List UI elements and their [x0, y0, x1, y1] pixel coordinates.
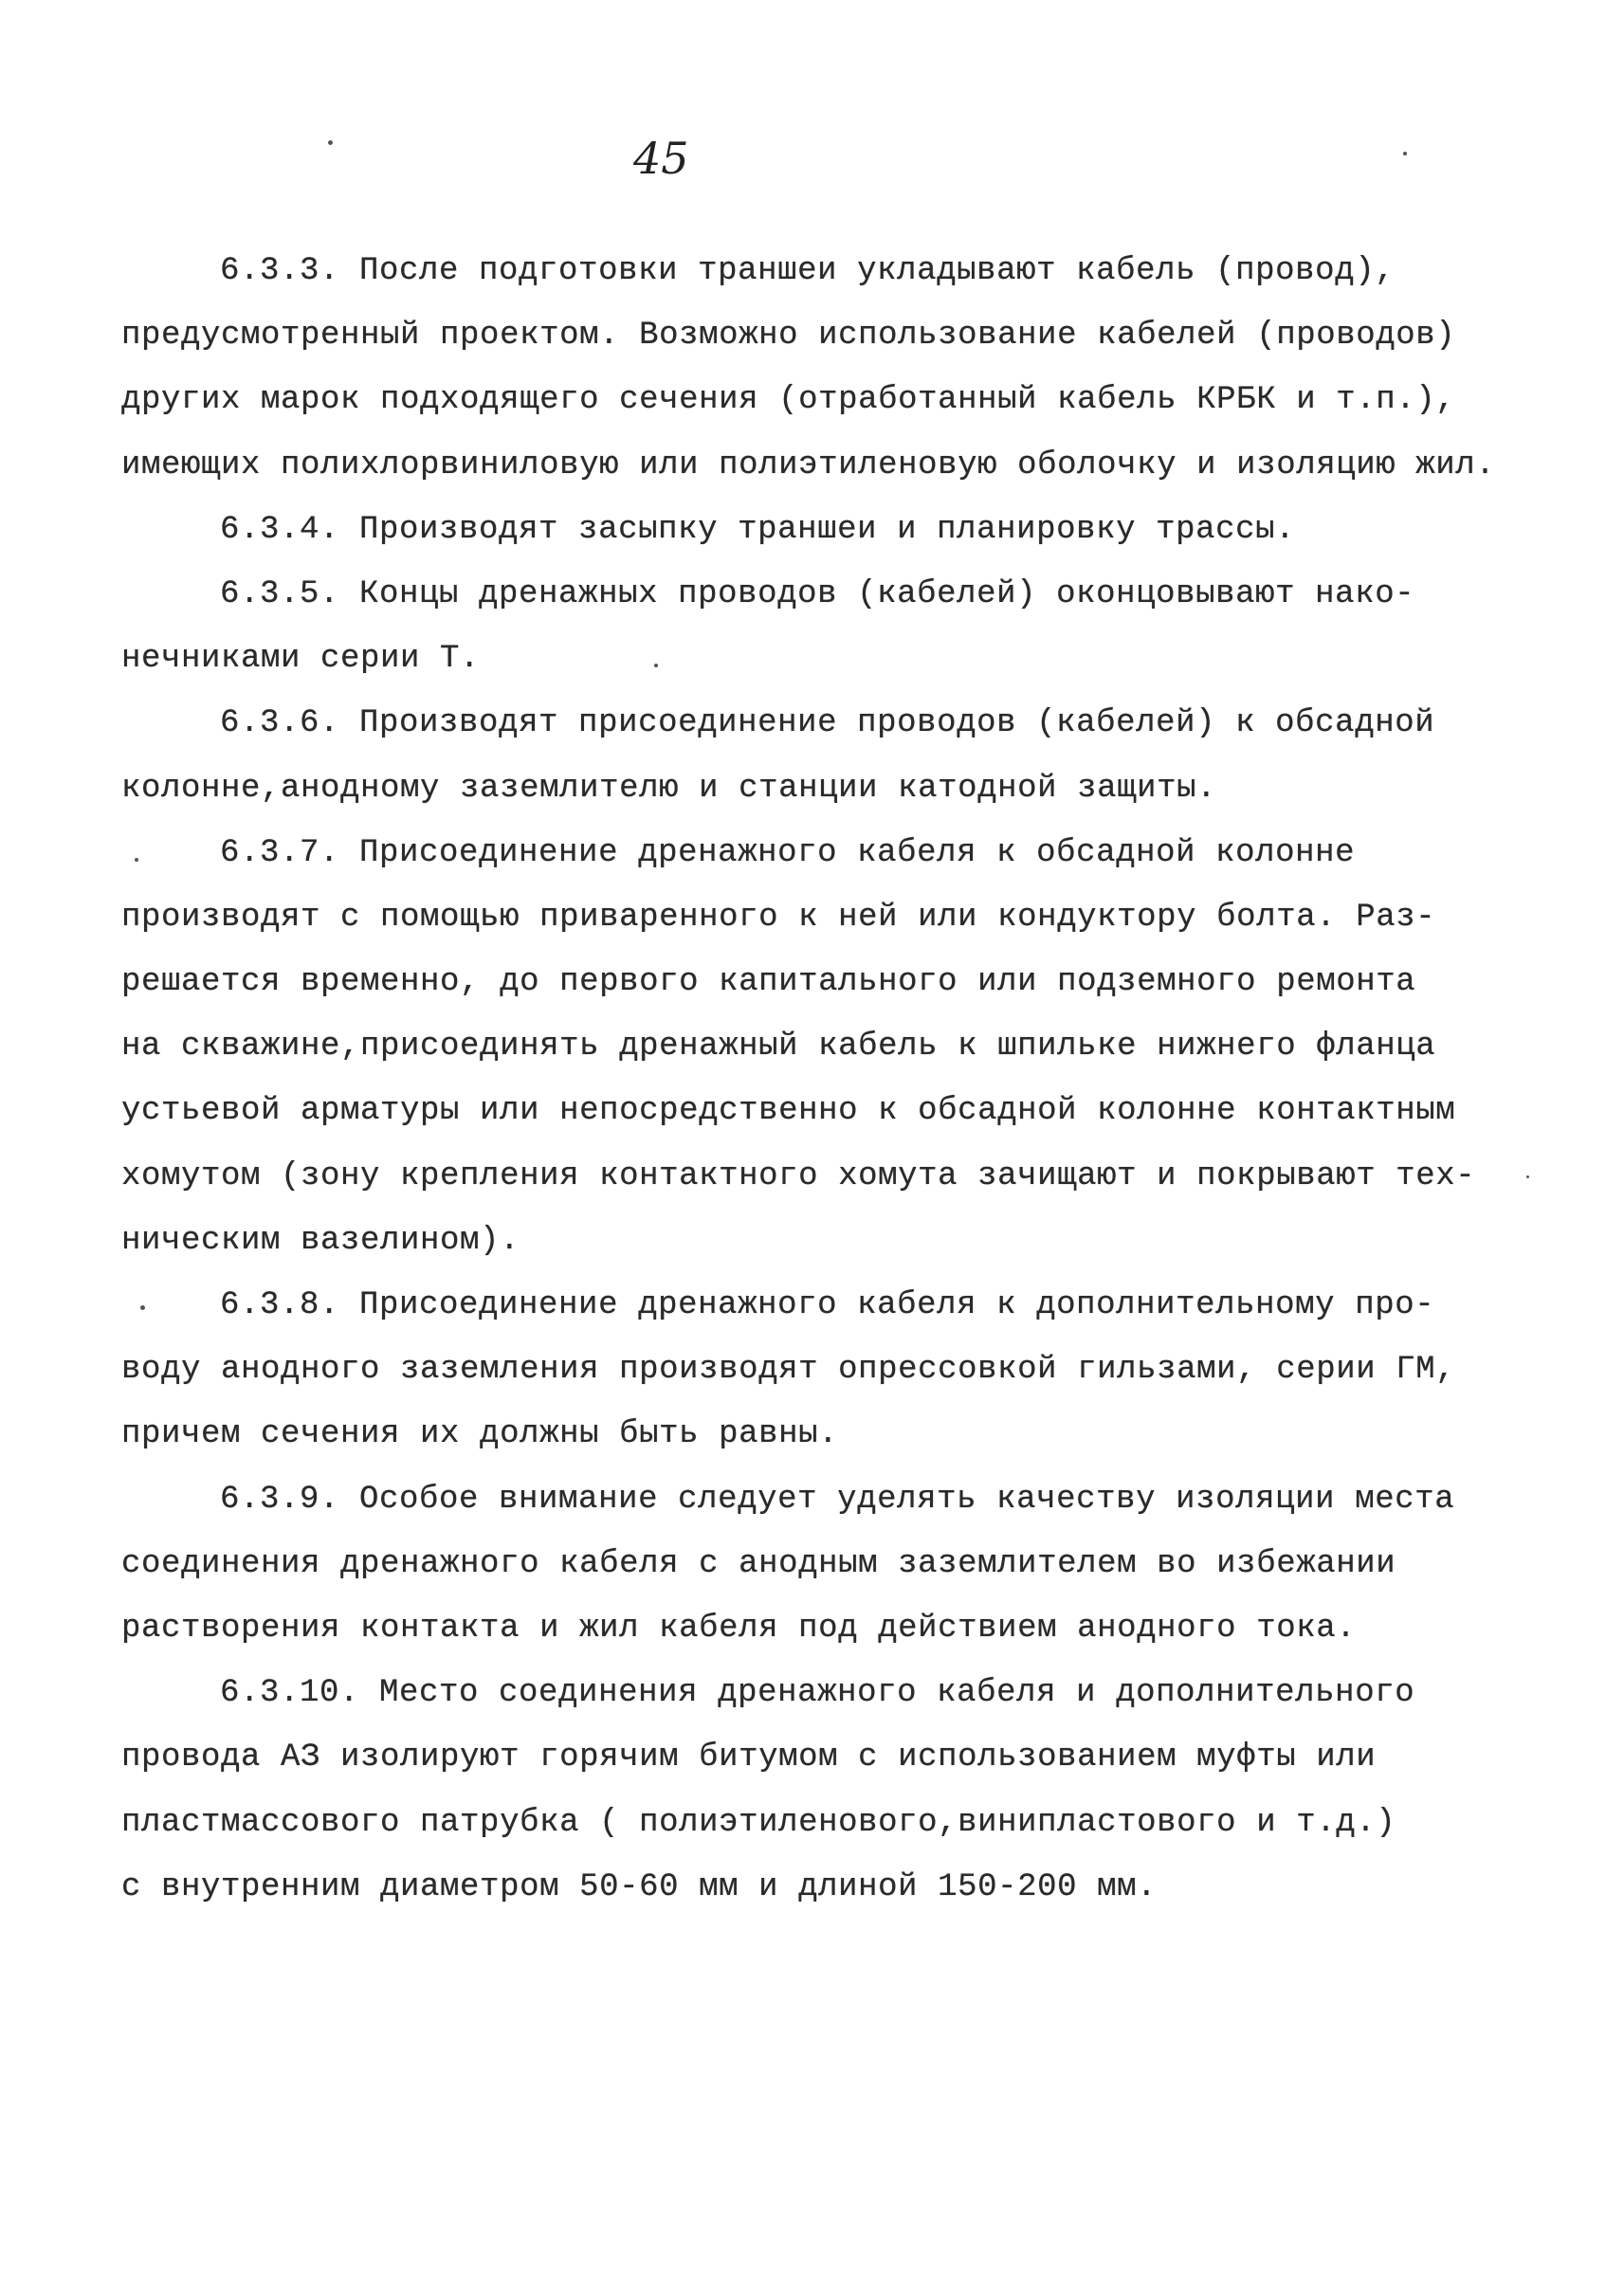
text-line: ническим вазелином). — [121, 1222, 520, 1259]
text-line: решается временно, до первого капитального или подземного ремонта — [121, 964, 1416, 1001]
text-line: 6.3.8. Присоединение дренажного кабеля к дополнительному про- — [220, 1287, 1435, 1323]
text-line: растворения контакта и жил кабеля под действием анодного тока. — [121, 1610, 1357, 1647]
text-line: устьевой арматуры или непосредственно к обсадной колонне контактным — [121, 1093, 1456, 1130]
text-line: на скважине,присоединять дренажный кабель к шпильке нижнего фланца — [121, 1029, 1436, 1066]
text-line: пластмассового патрубка ( полиэтиленового,винипластового и т.д.) — [121, 1804, 1396, 1841]
text-line: 6.3.10. Место соединения дренажного кабеля и дополнительного — [220, 1675, 1415, 1712]
text-line: 6.3.6. Производят присоединение проводов (кабелей) к обсадной — [220, 705, 1435, 742]
scan-speck — [140, 1305, 145, 1310]
page-number: 45 — [633, 133, 689, 184]
text-line: провода АЗ изолируют горячим битумом с использованием муфты или — [121, 1739, 1377, 1776]
scan-speck — [135, 858, 138, 862]
scan-speck — [654, 664, 658, 667]
text-line: 6.3.7. Присоединение дренажного кабеля к обсадной колонне — [220, 834, 1356, 871]
text-line: 6.3.3. После подготовки траншеи укладывают кабель (провод), — [220, 253, 1396, 289]
text-line: причем сечения их должны быть равны. — [121, 1416, 839, 1453]
text-line: нечниками серии Т. — [121, 641, 481, 678]
text-line: 6.3.5. Концы дренажных проводов (кабелей) оконцовывают нако- — [220, 575, 1415, 612]
scan-speck — [328, 140, 333, 145]
text-line: колонне,анодному заземлителю и станции катодной защиты. — [121, 770, 1217, 807]
scan-speck — [1403, 152, 1407, 155]
text-line: воду анодного заземления производят опрессовкой гильзами, серии ГМ, — [121, 1352, 1456, 1389]
body-text — [121, 239, 1496, 1920]
text-line: хомутом (зону крепления контактного хомута зачищают и покрывают тех- — [121, 1157, 1476, 1194]
text-line: имеющих полихлорвиниловую или полиэтиленовую оболочку и изоляцию жил. — [121, 446, 1496, 483]
scan-speck — [1526, 1175, 1529, 1178]
text-line: с внутренним диаметром 50-60 мм и длиной 150-200 мм. — [121, 1868, 1158, 1905]
text-line: производят с помощью приваренного к ней или кондуктору болта. Раз- — [121, 899, 1436, 936]
text-line: соединения дренажного кабеля с анодным заземлителем во избежании — [121, 1545, 1396, 1582]
text-line: других марок подходящего сечения (отработанный кабель КРБК и т.п.), — [121, 382, 1456, 419]
text-line: 6.3.4. Производят засыпку траншеи и планировку трассы. — [220, 511, 1296, 548]
text-line: 6.3.9. Особое внимание следует уделять качеству изоляции места — [220, 1481, 1455, 1518]
text-line: предусмотренный проектом. Возможно использование кабелей (проводов) — [121, 318, 1456, 355]
